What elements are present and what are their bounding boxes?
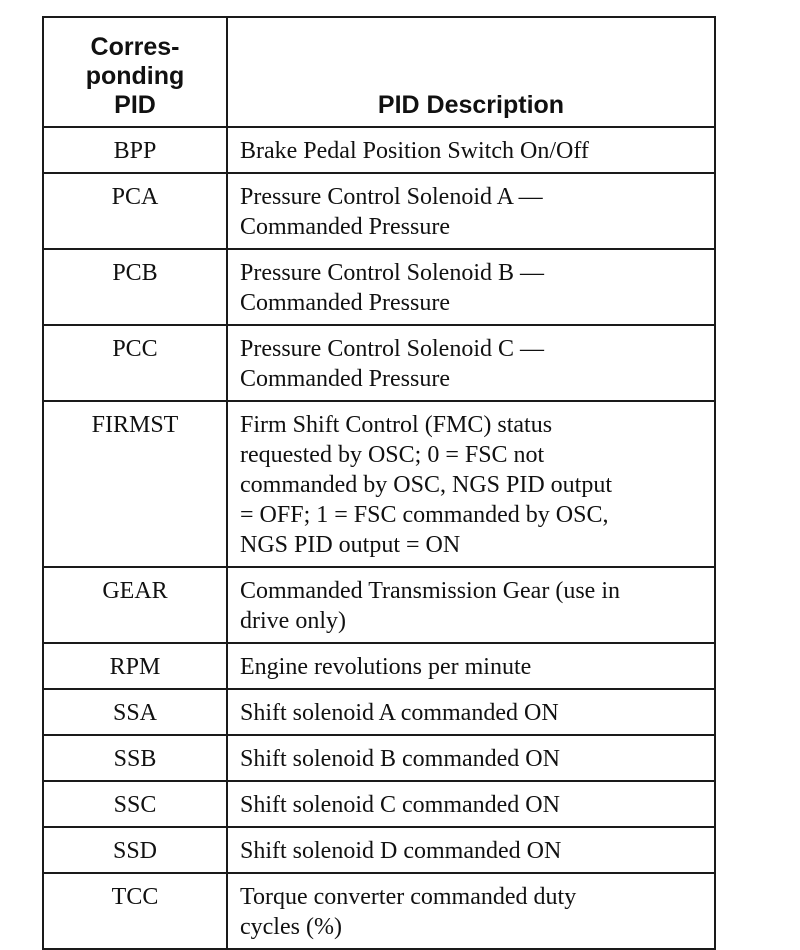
table-row — [43, 781, 715, 827]
pid-cell: FIRMST — [43, 401, 227, 567]
description-cell: Pressure Control Solenoid B — Commanded Pressure — [227, 249, 715, 325]
table-row — [43, 643, 715, 689]
description-cell: Torque converter commanded duty cycles (%) — [227, 873, 715, 949]
description-cell: Shift solenoid A commanded ON — [227, 689, 715, 735]
description-cell: Shift solenoid C commanded ON — [227, 781, 715, 827]
description-cell: Firm Shift Control (FMC) status requested by OSC; 0 = FSC not commanded by OSC, NGS PID output = OFF; 1 = FSC commanded by OSC, NGS PID output = ON — [227, 401, 715, 567]
description-cell: Shift solenoid D commanded ON — [227, 827, 715, 873]
table-row — [43, 325, 715, 401]
table-row — [43, 735, 715, 781]
table-row — [43, 827, 715, 873]
pid-description-header-label: PID Description — [377, 91, 565, 119]
pid-cell: SSA — [43, 689, 227, 735]
description-cell: Brake Pedal Position Switch On/Off — [227, 127, 715, 173]
table-header-row — [43, 17, 715, 127]
table-row — [43, 567, 715, 643]
pid-cell: RPM — [43, 643, 227, 689]
pid-cell: PCA — [43, 173, 227, 249]
pid-description-header — [227, 17, 715, 127]
table-row — [43, 127, 715, 173]
pid-cell: GEAR — [43, 567, 227, 643]
description-cell: Pressure Control Solenoid C — Commanded Pressure — [227, 325, 715, 401]
pid-cell: TCC — [43, 873, 227, 949]
corresponding-pid-header-label: Corres- ponding PID — [85, 33, 185, 119]
description-cell: Commanded Transmission Gear (use in drive only) — [227, 567, 715, 643]
corresponding-pid-header — [43, 17, 227, 127]
pid-cell: BPP — [43, 127, 227, 173]
pid-cell: PCC — [43, 325, 227, 401]
pid-table — [42, 16, 716, 950]
table-row — [43, 689, 715, 735]
pid-cell: SSB — [43, 735, 227, 781]
pid-cell: SSD — [43, 827, 227, 873]
table-row — [43, 249, 715, 325]
description-cell: Engine revolutions per minute — [227, 643, 715, 689]
table-row — [43, 873, 715, 949]
pid-cell: PCB — [43, 249, 227, 325]
pid-cell: SSC — [43, 781, 227, 827]
table-row — [43, 173, 715, 249]
description-cell: Pressure Control Solenoid A — Commanded Pressure — [227, 173, 715, 249]
description-cell: Shift solenoid B commanded ON — [227, 735, 715, 781]
table-row — [43, 401, 715, 567]
